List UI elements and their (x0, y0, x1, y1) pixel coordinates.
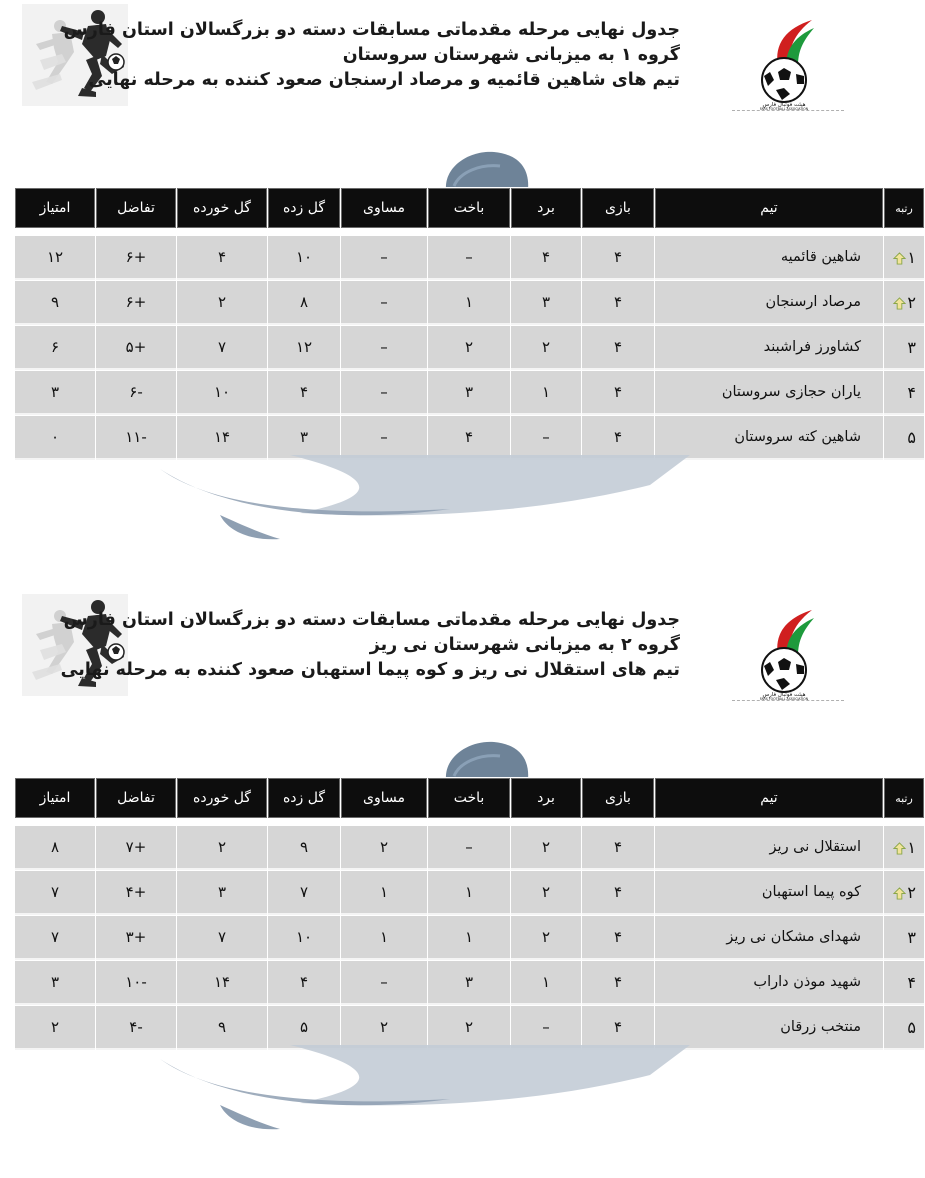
rank-number: ۴ (907, 972, 916, 992)
fars-football-logo (734, 604, 830, 700)
played-cell: ۴ (582, 871, 654, 915)
goal-diff-cell: +۴ (96, 871, 176, 915)
th-played: بازی (582, 778, 654, 818)
team-cell: کوه پیما استهبان (655, 871, 883, 915)
standings-table (14, 187, 925, 461)
header-banner (22, 4, 842, 112)
spacer-cell (15, 819, 924, 825)
table-body (15, 229, 924, 460)
title-line: جدول نهایی مرحله مقدماتی مسابقات دسته دو بزرگسالان استان فارس (63, 610, 680, 630)
rank-number: ۲ (907, 882, 916, 902)
page-title (60, 608, 680, 683)
drawn-cell: ۲ (341, 826, 427, 870)
goals-against-cell: ۱۴ (177, 416, 267, 460)
rank-cell (884, 416, 924, 460)
th-points: امتیاز (15, 188, 95, 228)
th-rank: رتبه (884, 188, 924, 228)
lost-cell: ۱ (428, 916, 510, 960)
table-row (15, 371, 924, 415)
goals-against-cell: ۳ (177, 871, 267, 915)
team-cell: شهید موذن داراب (655, 961, 883, 1005)
goals-against-cell: ۹ (177, 1006, 267, 1050)
lost-cell: ۱ (428, 871, 510, 915)
spacer-row (15, 819, 924, 825)
goals-for-cell: ۱۰ (268, 236, 340, 280)
goal-diff-cell: -۱۰ (96, 961, 176, 1005)
drawn-cell: – (341, 236, 427, 280)
group-1-section (0, 0, 916, 580)
drawn-cell: – (341, 961, 427, 1005)
rank-number: ۵ (907, 427, 916, 447)
table-header-row (15, 188, 924, 228)
spacer-cell (15, 229, 924, 235)
th-won: برد (511, 778, 581, 818)
team-cell: استقلال نی ریز (655, 826, 883, 870)
goals-against-cell: ۲ (177, 826, 267, 870)
th-goal-diff: تفاضل (96, 778, 176, 818)
th-goals-against: گل خورده (177, 778, 267, 818)
goals-for-cell: ۴ (268, 371, 340, 415)
th-goals-for: گل زده (268, 188, 340, 228)
goal-diff-cell: +۶ (96, 281, 176, 325)
table-row (15, 1006, 924, 1050)
goal-diff-cell: -۶ (96, 371, 176, 415)
lost-cell: – (428, 236, 510, 280)
points-cell: ۰ (15, 416, 95, 460)
rank-cell (884, 326, 924, 370)
drawn-cell: ۱ (341, 916, 427, 960)
up-arrow-icon (893, 252, 906, 265)
rank-number: ۱ (907, 247, 916, 267)
lost-cell: – (428, 826, 510, 870)
rank-cell (884, 236, 924, 280)
lost-cell: ۳ (428, 961, 510, 1005)
points-cell: ۷ (15, 916, 95, 960)
table-row (15, 416, 924, 460)
table-row (15, 236, 924, 280)
drawn-cell: – (341, 371, 427, 415)
decorative-swoosh-bottom (150, 1045, 690, 1135)
rank-number: ۳ (907, 337, 916, 357)
points-cell: ۲ (15, 1006, 95, 1050)
th-drawn: مساوی (341, 778, 427, 818)
played-cell: ۴ (582, 326, 654, 370)
th-played: بازی (582, 188, 654, 228)
goals-for-cell: ۵ (268, 1006, 340, 1050)
rank-cell (884, 961, 924, 1005)
won-cell: ۲ (511, 826, 581, 870)
drawn-cell: – (341, 326, 427, 370)
title-line: گروه ۲ به میزبانی شهرستان نی ریز (369, 635, 680, 655)
title-line: تیم های شاهین قائمیه و مرصاد ارسنجان صعود کننده به مرحله نهایی (88, 70, 680, 90)
logo-subcaption: FARS FOOTBALL ASSOCIATION (759, 107, 809, 111)
points-cell: ۳ (15, 961, 95, 1005)
points-cell: ۱۲ (15, 236, 95, 280)
rank-cell (884, 826, 924, 870)
logo-caption: هیئت فوتبال فارس (762, 692, 806, 698)
th-lost: باخت (428, 188, 510, 228)
goals-against-cell: ۱۴ (177, 961, 267, 1005)
drawn-cell: – (341, 416, 427, 460)
points-cell: ۶ (15, 326, 95, 370)
goal-diff-cell: -۴ (96, 1006, 176, 1050)
table-header-row (15, 778, 924, 818)
group-2-section (0, 590, 916, 1178)
won-cell: ۱ (511, 371, 581, 415)
played-cell: ۴ (582, 416, 654, 460)
team-cell: شاهین قائمیه (655, 236, 883, 280)
team-cell: یاران حجازی سروستان (655, 371, 883, 415)
th-rank: رتبه (884, 778, 924, 818)
header-banner (22, 594, 842, 702)
th-team: تیم (655, 778, 883, 818)
goal-diff-cell: +۳ (96, 916, 176, 960)
rank-cell (884, 871, 924, 915)
goal-diff-cell: +۷ (96, 826, 176, 870)
th-goals-for: گل زده (268, 778, 340, 818)
team-cell: کشاورز فراشبند (655, 326, 883, 370)
goals-for-cell: ۳ (268, 416, 340, 460)
drawn-cell: ۱ (341, 871, 427, 915)
divider (732, 700, 844, 701)
goals-for-cell: ۱۲ (268, 326, 340, 370)
fars-football-logo (734, 14, 830, 110)
team-cell: منتخب زرقان (655, 1006, 883, 1050)
rank-number: ۳ (907, 927, 916, 947)
rank-number: ۲ (907, 292, 916, 312)
rank-number: ۴ (907, 382, 916, 402)
won-cell: ۴ (511, 236, 581, 280)
won-cell: ۳ (511, 281, 581, 325)
page-title (63, 18, 680, 93)
played-cell: ۴ (582, 1006, 654, 1050)
won-cell: – (511, 1006, 581, 1050)
goals-against-cell: ۲ (177, 281, 267, 325)
up-arrow-icon (893, 297, 906, 310)
logo-subcaption: FARS FOOTBALL ASSOCIATION (759, 697, 809, 701)
points-cell: ۷ (15, 871, 95, 915)
drawn-cell: ۲ (341, 1006, 427, 1050)
goal-diff-cell: +۵ (96, 326, 176, 370)
lost-cell: ۴ (428, 416, 510, 460)
up-arrow-icon (893, 842, 906, 855)
table-body (15, 819, 924, 1050)
won-cell: – (511, 416, 581, 460)
played-cell: ۴ (582, 236, 654, 280)
title-line: جدول نهایی مرحله مقدماتی مسابقات دسته دو بزرگسالان استان فارس (63, 20, 680, 40)
goal-diff-cell: -۱۱ (96, 416, 176, 460)
goals-against-cell: ۱۰ (177, 371, 267, 415)
th-team: تیم (655, 188, 883, 228)
rank-cell (884, 281, 924, 325)
logo-caption: هیئت فوتبال فارس (762, 102, 806, 108)
won-cell: ۲ (511, 871, 581, 915)
lost-cell: ۲ (428, 1006, 510, 1050)
points-cell: ۹ (15, 281, 95, 325)
team-cell: شهدای مشکان نی ریز (655, 916, 883, 960)
lost-cell: ۲ (428, 326, 510, 370)
goals-for-cell: ۸ (268, 281, 340, 325)
up-arrow-icon (893, 887, 906, 900)
goals-for-cell: ۴ (268, 961, 340, 1005)
goal-diff-cell: +۶ (96, 236, 176, 280)
goals-for-cell: ۷ (268, 871, 340, 915)
table-row (15, 826, 924, 870)
won-cell: ۲ (511, 916, 581, 960)
played-cell: ۴ (582, 961, 654, 1005)
won-cell: ۲ (511, 326, 581, 370)
goals-against-cell: ۴ (177, 236, 267, 280)
played-cell: ۴ (582, 281, 654, 325)
table-row (15, 281, 924, 325)
drawn-cell: – (341, 281, 427, 325)
title-line: تیم های استقلال نی ریز و کوه پیما استهبان صعود کننده به مرحله نهایی (60, 660, 680, 680)
won-cell: ۱ (511, 961, 581, 1005)
team-cell: مرصاد ارسنجان (655, 281, 883, 325)
rank-number: ۵ (907, 1017, 916, 1037)
th-goals-against: گل خورده (177, 188, 267, 228)
th-lost: باخت (428, 778, 510, 818)
points-cell: ۳ (15, 371, 95, 415)
table-row (15, 326, 924, 370)
th-points: امتیاز (15, 778, 95, 818)
standings-table (14, 777, 925, 1051)
table-row (15, 916, 924, 960)
goals-for-cell: ۹ (268, 826, 340, 870)
team-cell: شاهین کته سروستان (655, 416, 883, 460)
th-goal-diff: تفاضل (96, 188, 176, 228)
lost-cell: ۳ (428, 371, 510, 415)
table-row (15, 961, 924, 1005)
th-won: برد (511, 188, 581, 228)
divider (732, 110, 844, 111)
goals-against-cell: ۷ (177, 326, 267, 370)
rank-cell (884, 1006, 924, 1050)
played-cell: ۴ (582, 371, 654, 415)
rank-number: ۱ (907, 837, 916, 857)
th-drawn: مساوی (341, 188, 427, 228)
played-cell: ۴ (582, 916, 654, 960)
decorative-swoosh-bottom (150, 455, 690, 545)
rank-cell (884, 371, 924, 415)
lost-cell: ۱ (428, 281, 510, 325)
title-line: گروه ۱ به میزبانی شهرستان سروستان (342, 45, 680, 65)
spacer-row (15, 229, 924, 235)
table-row (15, 871, 924, 915)
points-cell: ۸ (15, 826, 95, 870)
rank-cell (884, 916, 924, 960)
played-cell: ۴ (582, 826, 654, 870)
goals-against-cell: ۷ (177, 916, 267, 960)
goals-for-cell: ۱۰ (268, 916, 340, 960)
